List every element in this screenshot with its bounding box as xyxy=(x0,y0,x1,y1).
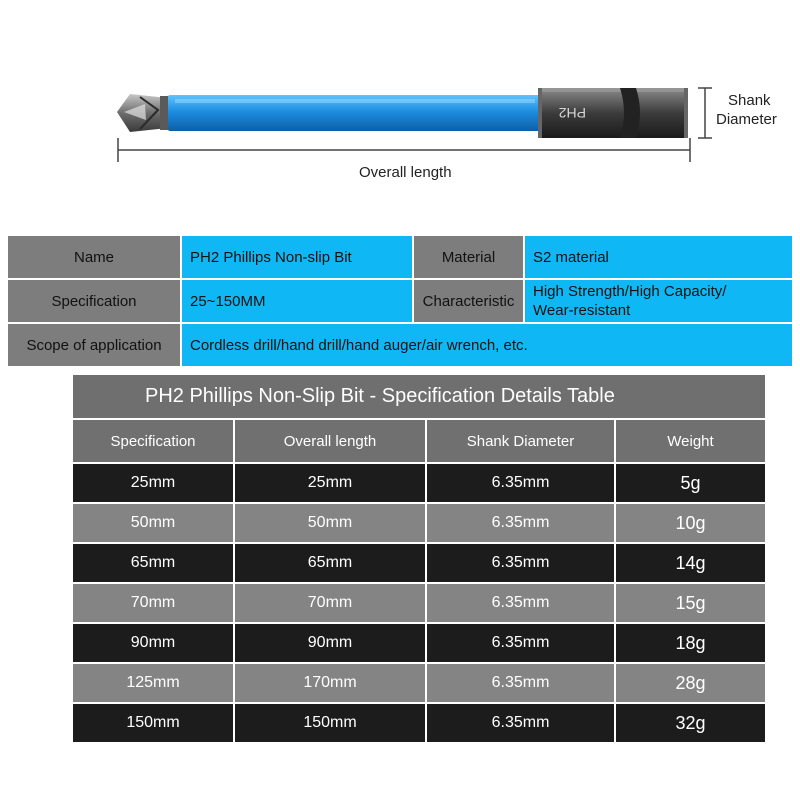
cell-specification: 90mm xyxy=(73,624,233,662)
shank-diameter-dimension xyxy=(698,88,712,138)
characteristic-line-2: Wear-resistant xyxy=(533,302,631,319)
cell-overall-length: 50mm xyxy=(235,504,425,542)
scope-label: Scope of application xyxy=(8,324,180,366)
overall-length-dimension xyxy=(118,138,690,162)
cell-weight: 10g xyxy=(616,504,765,542)
cell-overall-length: 150mm xyxy=(235,704,425,742)
cell-specification: 25mm xyxy=(73,464,233,502)
cell-shank-diameter: 6.35mm xyxy=(427,544,614,582)
cell-shank-diameter: 6.35mm xyxy=(427,624,614,662)
cell-specification: 65mm xyxy=(73,544,233,582)
cell-overall-length: 90mm xyxy=(235,624,425,662)
overall-length-label: Overall length xyxy=(359,164,452,181)
characteristic-line-1: High Strength/High Capacity/ xyxy=(533,283,727,300)
phillips-tip xyxy=(117,94,170,132)
cell-specification: 50mm xyxy=(73,504,233,542)
characteristic-value xyxy=(525,280,792,322)
cell-shank-diameter: 6.35mm xyxy=(427,504,614,542)
cell-specification: 70mm xyxy=(73,584,233,622)
shank-label: Shank xyxy=(728,92,771,109)
cell-overall-length: 25mm xyxy=(235,464,425,502)
cell-shank-diameter: 6.35mm xyxy=(427,464,614,502)
cell-weight: 15g xyxy=(616,584,765,622)
specification-value: 25~150MM xyxy=(182,280,412,322)
scope-value: Cordless drill/hand drill/hand auger/air wrench, etc. xyxy=(182,324,792,366)
name-label: Name xyxy=(8,236,180,278)
cell-weight: 14g xyxy=(616,544,765,582)
cell-specification: 125mm xyxy=(73,664,233,702)
cell-overall-length: 65mm xyxy=(235,544,425,582)
header-weight: Weight xyxy=(616,420,765,462)
cell-overall-length: 170mm xyxy=(235,664,425,702)
name-value: PH2 Phillips Non-slip Bit xyxy=(182,236,412,278)
bit-engraving: PH2 xyxy=(558,105,586,121)
header-shank-diameter: Shank Diameter xyxy=(427,420,614,462)
header-specification: Specification xyxy=(73,420,233,462)
cell-weight: 18g xyxy=(616,624,765,662)
cell-weight: 5g xyxy=(616,464,765,502)
characteristic-label: Characteristic xyxy=(414,280,523,322)
specification-label: Specification xyxy=(8,280,180,322)
header-overall-length: Overall length xyxy=(235,420,425,462)
cell-weight: 32g xyxy=(616,704,765,742)
diameter-label: Diameter xyxy=(716,111,777,128)
cell-weight: 28g xyxy=(616,664,765,702)
cell-shank-diameter: 6.35mm xyxy=(427,704,614,742)
material-label: Material xyxy=(414,236,523,278)
cell-shank-diameter: 6.35mm xyxy=(427,584,614,622)
material-value: S2 material xyxy=(525,236,792,278)
cell-shank-diameter: 6.35mm xyxy=(427,664,614,702)
cell-overall-length: 70mm xyxy=(235,584,425,622)
cell-specification: 150mm xyxy=(73,704,233,742)
spec-table-title: PH2 Phillips Non-Slip Bit - Specification Details Table xyxy=(73,375,765,418)
